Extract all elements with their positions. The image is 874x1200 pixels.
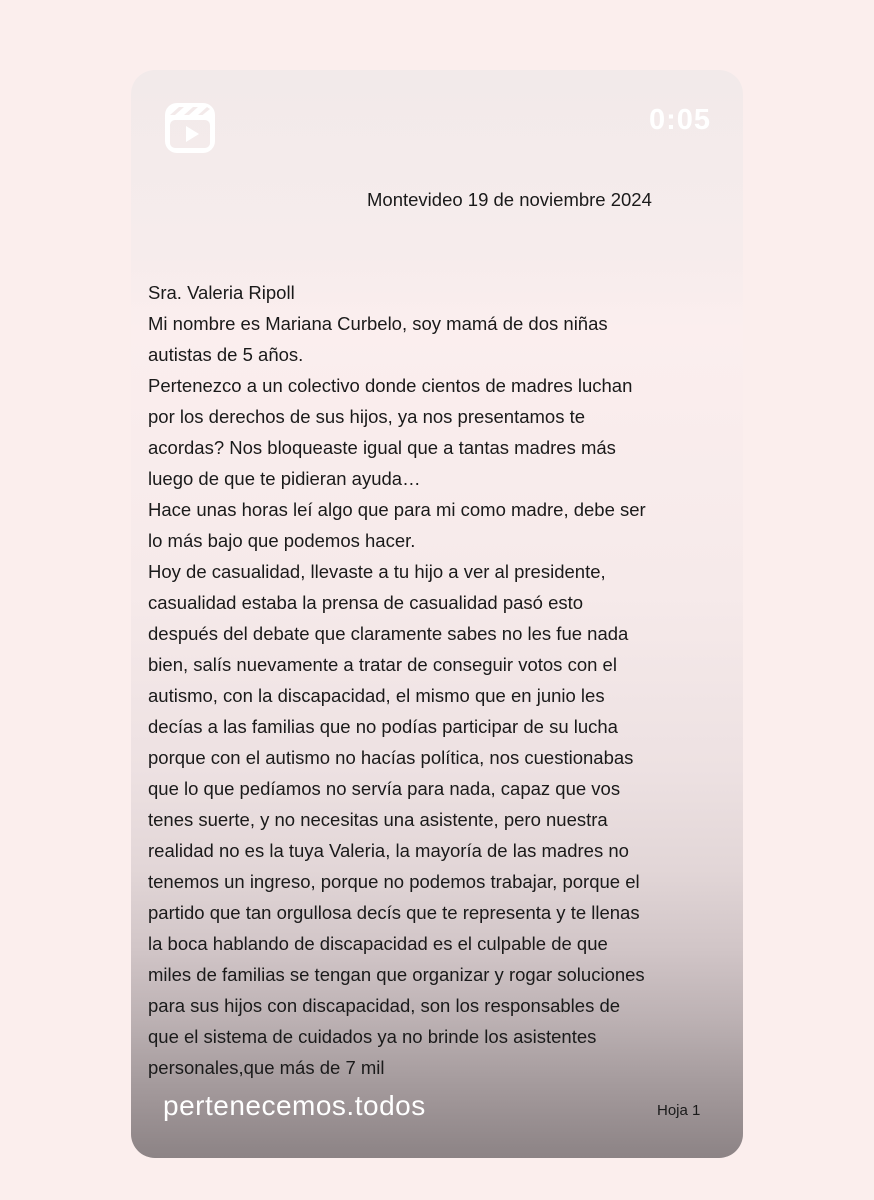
letter-line: tenes suerte, y no necesitas una asistente, pero nuestra	[148, 809, 608, 830]
reel-card[interactable]	[131, 70, 743, 1158]
letter-line: porque con el autismo no hacías política, nos cuestionabas	[148, 747, 634, 768]
letter-line: Hoy de casualidad, llevaste a tu hijo a ver al presidente,	[148, 561, 606, 582]
letter-line: personales,que más de 7 mil	[148, 1057, 385, 1078]
letter-line: por los derechos de sus hijos, ya nos presentamos te	[148, 406, 586, 427]
letter-line: luego de que te pidieran ayuda…	[148, 468, 421, 489]
letter-line: partido que tan orgullosa decís que te representa y te llenas	[148, 902, 640, 923]
page-number: Hoja 1	[657, 1102, 701, 1119]
letter-line: acordas? Nos bloqueaste igual que a tantas madres más	[148, 437, 616, 458]
letter-line: Sra. Valeria Ripoll	[148, 282, 295, 303]
letter-line: después del debate que claramente sabes no les fue nada	[148, 623, 629, 644]
letter-line: tenemos un ingreso, porque no podemos trabajar, porque el	[148, 871, 640, 892]
letter-line: autistas de 5 años.	[148, 344, 304, 365]
letter-line: realidad no es la tuya Valeria, la mayoría de las madres no	[148, 840, 629, 861]
account-handle[interactable]: pertenecemos.todos	[163, 1090, 426, 1121]
letter-line: que lo que pedíamos no servía para nada, capaz que vos	[148, 778, 621, 799]
letter-line: decías a las familias que no podías participar de su lucha	[148, 716, 618, 737]
letter-line: la boca hablando de discapacidad es el culpable de que	[148, 933, 608, 954]
letter-line: lo más bajo que podemos hacer.	[148, 530, 416, 551]
letter-body	[148, 277, 743, 1083]
letter-line: bien, salís nuevamente a tratar de conseguir votos con el	[148, 654, 617, 675]
letter-line: casualidad estaba la prensa de casualidad pasó esto	[148, 592, 584, 613]
reels-icon[interactable]	[164, 102, 216, 154]
letter-line: miles de familias se tengan que organizar y rogar soluciones	[148, 964, 645, 985]
letter-line: Pertenezco a un colectivo donde cientos de madres luchan	[148, 375, 633, 396]
letter-line: que el sistema de cuidados ya no brinde los asistentes	[148, 1026, 597, 1047]
letter-line: Hace unas horas leí algo que para mi como madre, debe ser	[148, 499, 646, 520]
letter-line: Mi nombre es Mariana Curbelo, soy mamá de dos niñas	[148, 313, 608, 334]
letter-line: para sus hijos con discapacidad, son los responsables de	[148, 995, 621, 1016]
video-timer: 0:05	[648, 104, 711, 136]
letter-date: Montevideo 19 de noviembre 2024	[367, 189, 652, 210]
letter-line: autismo, con la discapacidad, el mismo que en junio les	[148, 685, 605, 706]
